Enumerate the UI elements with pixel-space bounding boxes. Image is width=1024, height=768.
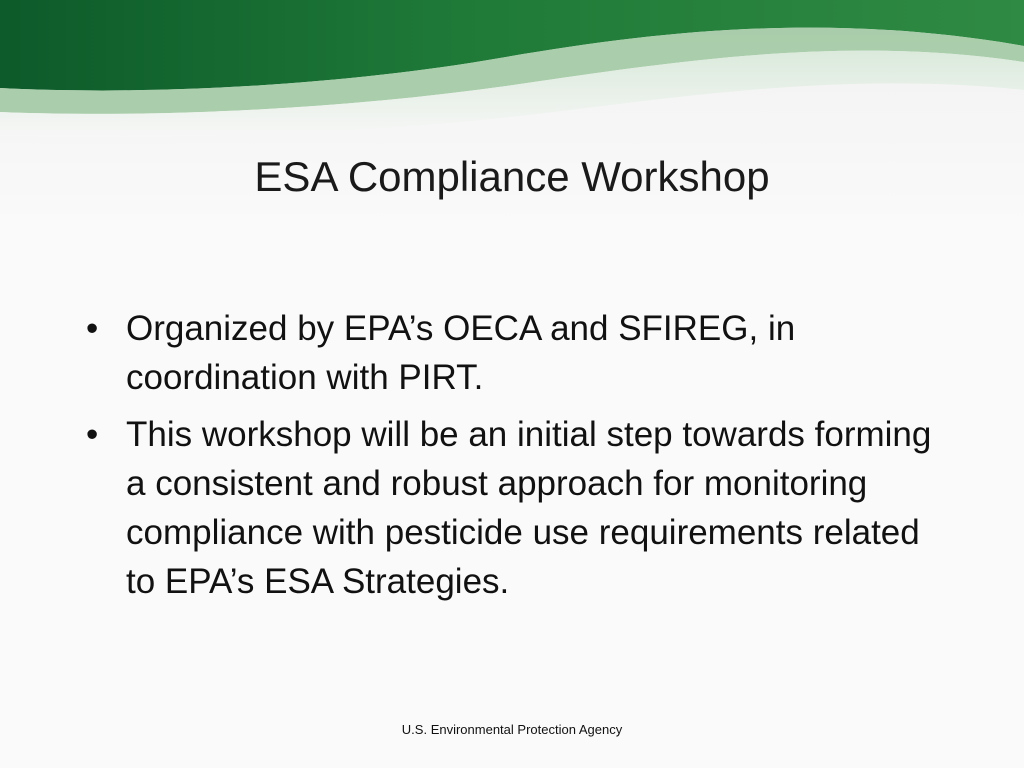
bullet-item (86, 304, 946, 402)
bullet-item (86, 410, 946, 606)
slide-title: ESA Compliance Workshop (254, 153, 770, 200)
bullet-list (86, 304, 946, 614)
footer-agency-name: U.S. Environmental Protection Agency (401, 722, 623, 737)
bullet-mark: • (86, 309, 99, 348)
header-wave-banner (0, 0, 1024, 150)
bullet-mark: • (86, 415, 99, 454)
bullet-text: This workshop will be an initial step towards forming a consistent and robust approach for monitoring compliance with pesticide use requirements related to EPA’s ESA Strategies. (126, 415, 932, 601)
bullet-text: Organized by EPA’s OECA and SFIREG, in coordination with PIRT. (126, 309, 796, 397)
